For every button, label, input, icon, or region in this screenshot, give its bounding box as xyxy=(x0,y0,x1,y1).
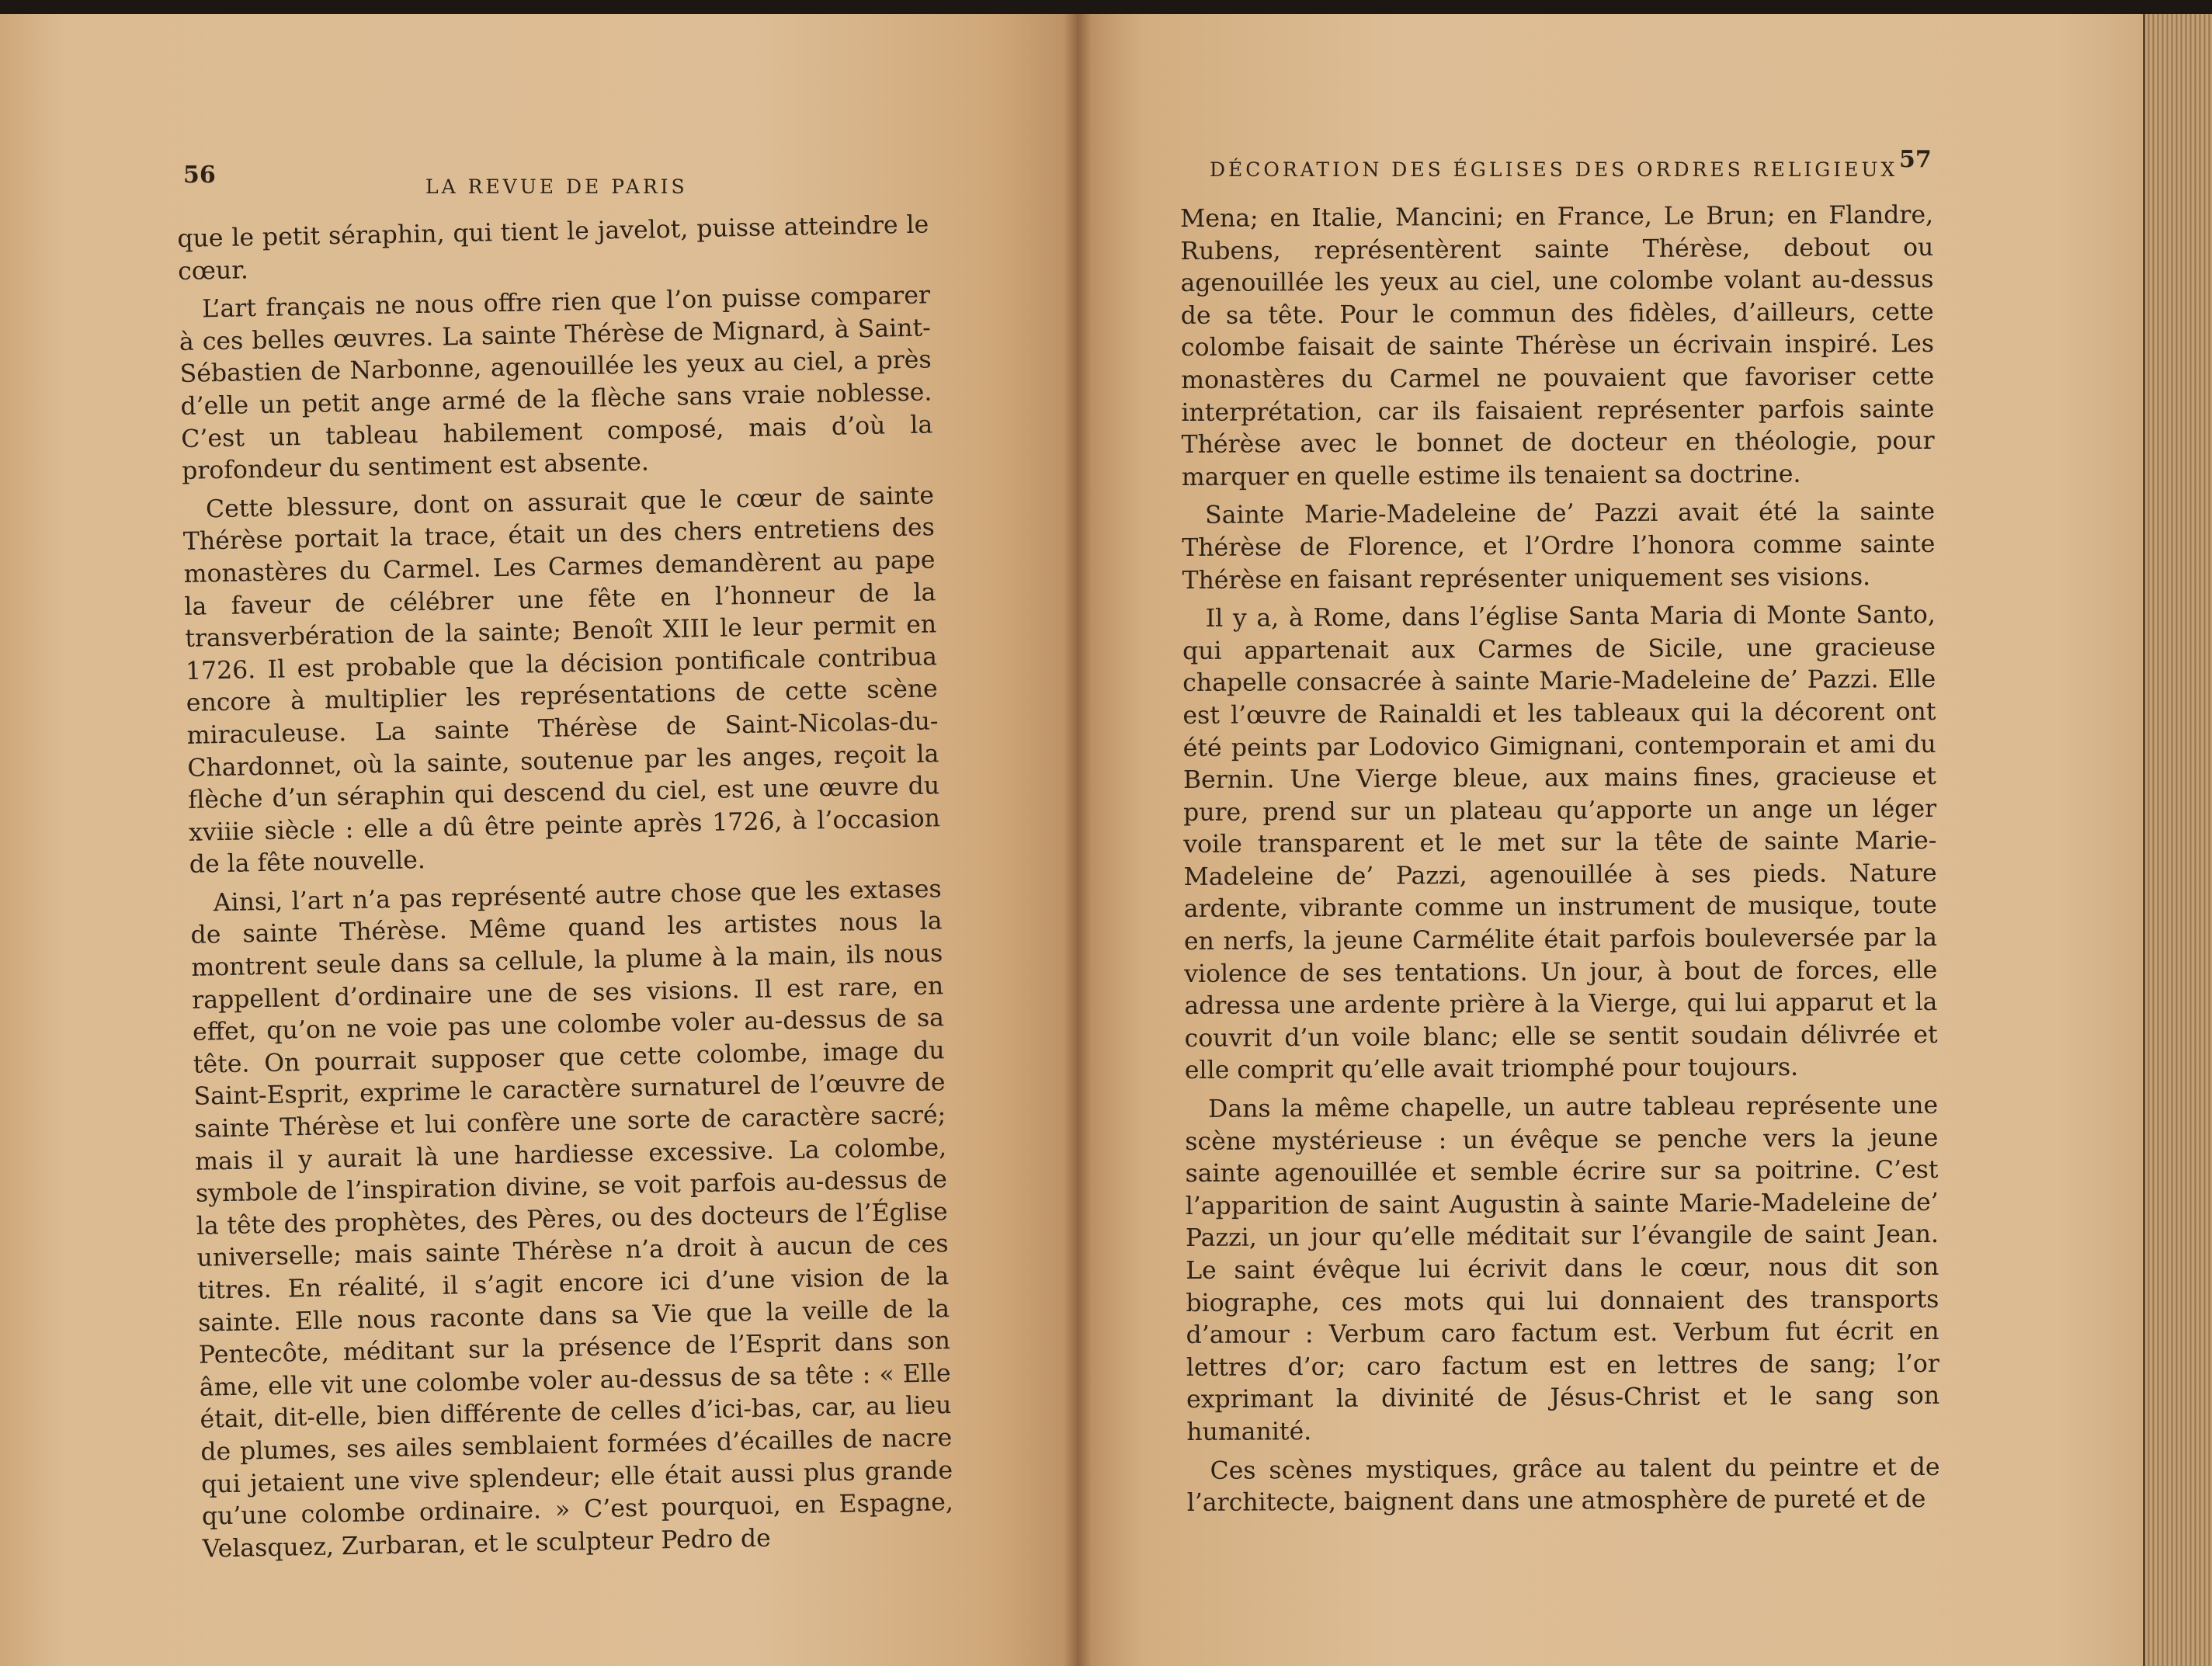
running-head: LA REVUE DE PARIS xyxy=(425,175,688,198)
body-text xyxy=(177,209,954,1566)
left-page xyxy=(0,14,1078,1666)
right-page xyxy=(1078,14,2143,1666)
paragraph: Mena; en Italie, Mancini; en France, Le Brun; en Flandre, Rubens, représentèrent sainte Thérèse, debout ou agenouillée les yeux au ciel, une colombe volant au-dessus de sa tête. Pour le commun des fidèles, d’ailleurs, cette colombe faisait de sainte Thérèse un écrivain inspiré. Les monastères du Carmel ne pouvaient que favoriser cette interprétation, car ils faisaient représenter parfois sainte Thérèse avec le bonnet de docteur en théologie, pour marquer en quelle estime ils tenaient sa doctrine. xyxy=(1180,200,1935,491)
paragraph: L’art français ne nous offre rien que l’on puisse comparer à ces belles œuvres. La sainte Thérèse de Mignard, à Saint-Sébastien de Narbonne, agenouillée les yeux au ciel, a près d’elle un petit ange armé de la flèche sans vraie noblesse. C’est un tableau habilement composé, mais d’où la profondeur du sentiment est absente. xyxy=(179,281,933,486)
paragraph: Ces scènes mystiques, grâce au talent du peintre et de l’architecte, baignent dans une atmosphère de pureté et de xyxy=(1186,1453,1940,1518)
paragraph: Dans la même chapelle, un autre tableau représente une scène mystérieuse : un évêque se penche vers la jeune sainte agenouillée et semble écrire sur sa poitrine. C’est l’apparition de saint Augustin à sainte Marie-Madeleine de’ Pazzi, un jour qu’elle méditait sur l’évangile de saint Jean. Le saint évêque lui écrivit dans le cœur, nous dit son biographe, ces mots qui lui donnaient des transports d’amour : Verbum caro factum est. Verbum fut écrit en lettres d’or; caro factum est en lettres de sang; l’or exprimant la divinité de Jésus-Christ et le sang son humanité. xyxy=(1185,1091,1940,1446)
paragraph: Ainsi, l’art n’a pas représenté autre chose que les extases de sainte Thérèse. Même quand les artistes nous la montrent seule dans sa cellule, la plume à la main, ils nous rappellent d’ordinaire une de ses visions. Il est rare, en effet, qu’on ne voie pas une colombe voler au-dessus de sa tête. On pourrait supposer que cette colombe, image du Saint-Esprit, exprime le caractère surnaturel de l’œuvre de sainte Thérèse et lui confère une sorte de caractère sacré; mais il y aurait là une hardiesse excessive. La colombe, symbole de l’inspiration divine, se voit parfois au-dessus de la tête des prophètes, des Pères, ou des docteurs de l’Église universelle; mais sainte Thérèse n’a droit à aucun de ces titres. En réalité, il s’agit encore ici d’une vision de la sainte. Elle nous raconte dans sa Vie que la veille de la Pentecôte, méditant sur la présence de l’Esprit dans son âme, elle vit une colombe voler au-dessus de sa tête : « Elle était, dit-elle, bien différente de celles d’ici-bas, car, au lieu de plumes, ses ailes semblaient formées d’écailles de nacre qui jetaient une vive splendeur; elle était aussi plus grande qu’une colombe ordinaire. » C’est pourquoi, en Espagne, Velasquez, Zurbaran, et le sculpteur Pedro de xyxy=(190,875,954,1564)
paragraph: Il y a, à Rome, dans l’église Santa Maria di Monte Santo, qui appartenait aux Carmes de Sicile, une gracieuse chapelle consacrée à sainte Marie-Madeleine de’ Pazzi. Elle est l’œuvre de Rainaldi et les tableaux qui la décorent ont été peints par Lodovico Gimignani, contemporain et ami du Bernin. Une Vierge bleue, aux mains fines, gracieuse et pure, prend sur un plateau qu’apporte un ange un léger voile transparent et le met sur la tête de sainte Marie-Madeleine de’ Pazzi, agenouillée à ses pieds. Nature ardente, vibrante comme un instrument de musique, toute en nerfs, la jeune Carmélite était parfois bouleversée par la violence de ses tentations. Un jour, à bout de forces, elle adressa une ardente prière à la Vierge, qui lui apparut et la couvrit d’un voile blanc; elle se sentit soudain délivrée et elle comprit qu’elle avait triomphé pour toujours. xyxy=(1182,601,1938,1085)
paragraph: Cette blessure, dont on assurait que le cœur de sainte Thérèse portait la trace, était un des chers entretiens des monastères du Carmel. Les Carmes demandèrent au pape la faveur de célébrer une fête en l’honneur de la transverbération de la sainte; Benoît XIII le leur permit en 1726. Il est probable que la décision pontificale contribua encore à multiplier les représentations de cette scène miraculeuse. La sainte Thérèse de Saint-Nicolas-du-Chardonnet, où la sainte, soutenue par les anges, reçoit la flèche d’un séraphin qui descend du ciel, est une œuvre du xviiie siècle : elle a dû être peinte après 1726, à l’occasion de la fête nouvelle. xyxy=(182,481,941,880)
running-head: DÉCORATION DES ÉGLISES DES ORDRES RELIGIEUX xyxy=(1210,158,1898,181)
paragraph: Sainte Marie-Madeleine de’ Pazzi avait été la sainte Thérèse de Florence, et l’Ordre l’honora comme sainte Thérèse en faisant représenter uniquement ses visions. xyxy=(1182,498,1936,595)
page-edges xyxy=(2143,14,2212,1666)
book-gutter xyxy=(1064,14,1092,1666)
paragraph: que le petit séraphin, qui tient le javelot, puisse atteindre le cœur. xyxy=(177,210,929,286)
book-spread xyxy=(0,14,2212,1666)
body-text xyxy=(1180,200,1940,1520)
page-number: 57 xyxy=(1899,146,1932,173)
page-number: 56 xyxy=(183,161,216,189)
